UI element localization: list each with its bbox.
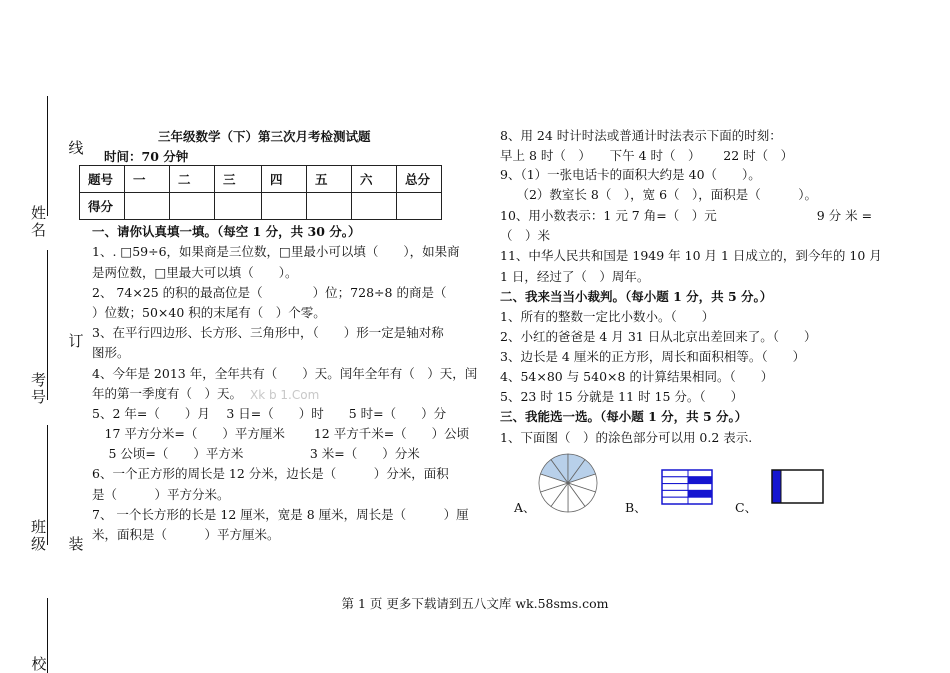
question-line: 是（ ）平方分米。 bbox=[92, 487, 230, 502]
question-line: 2、 74×25 的积的最高位是（ ）位；728÷8 的商是（ bbox=[92, 285, 447, 300]
question-line: 4、今年是 2013 年，全年共有（ ）天。闰年全年有（ ）天，闰 bbox=[92, 366, 478, 381]
question-line: 年的第一季度有（ ）天。 bbox=[92, 386, 243, 401]
question-line: 8、用 24 时计时法或普通计时法表示下面的时刻： bbox=[500, 128, 782, 143]
score-header-cell: 题号 bbox=[80, 166, 125, 193]
watermark-text: Xk b 1.Com bbox=[250, 388, 320, 402]
option-b-label: B、 bbox=[625, 500, 647, 515]
question-line: 9、（1）一张电话卡的面积大约是 40（ ）。 bbox=[500, 167, 761, 182]
question-line: 7、 一个长方形的长是 12 厘米，宽是 8 厘米，周长是（ ）厘 bbox=[92, 507, 469, 522]
bar-cell bbox=[688, 484, 712, 491]
question-line: 5 公顷=（ ）平方米 3 米=（ ）分米 bbox=[92, 446, 420, 461]
margin-line-top bbox=[47, 96, 48, 216]
score-input-cell[interactable] bbox=[215, 193, 262, 220]
binding-mark-xian: 线 bbox=[68, 139, 84, 157]
score-header-cell: 四 bbox=[262, 166, 307, 193]
judge-line: 2、小红的爸爸是 4 月 31 日从北京出差回来了。（ ） bbox=[500, 329, 817, 344]
score-header-cell: 五 bbox=[307, 166, 352, 193]
question-line: 是两位数，□里最大可以填（ ）。 bbox=[92, 265, 298, 280]
judge-line: 3、边长是 4 厘米的正方形，周长和面积相等。（ ） bbox=[500, 349, 806, 364]
score-header-cell: 二 bbox=[170, 166, 215, 193]
section3-heading: 三、我能选一选。（每小题 1 分，共 5 分。） bbox=[500, 409, 748, 424]
option-a-label: A、 bbox=[514, 500, 536, 515]
question-line: 5、2 年=（ ）月 3 日=（ ）时 5 时=（ ）分 bbox=[92, 406, 447, 421]
score-input-cell[interactable] bbox=[352, 193, 397, 220]
page-footer: 第 1 页 更多下载请到五八文库 wk.58sms.com bbox=[341, 596, 609, 611]
section2-heading: 二、我来当当小裁判。（每小题 1 分，共 5 分。） bbox=[500, 289, 773, 304]
score-table-score-row bbox=[80, 193, 442, 220]
score-row-label: 得分 bbox=[80, 193, 125, 220]
margin-label-class: 班级 bbox=[31, 518, 47, 553]
question-line: 早上 8 时（ ） 下午 4 时（ ） 22 时（ ） bbox=[500, 148, 794, 163]
question-line: ）位数；50×40 积的末尾有（ ）个零。 bbox=[92, 305, 326, 320]
score-header-cell: 六 bbox=[352, 166, 397, 193]
judge-line: 5、23 时 15 分就是 11 时 15 分。（ ） bbox=[500, 389, 744, 404]
rect-shaded-part bbox=[772, 470, 781, 503]
exam-time: 时间：70 分钟 bbox=[104, 149, 189, 164]
score-input-cell[interactable] bbox=[125, 193, 170, 220]
bar-cell bbox=[662, 477, 688, 484]
score-header-cell: 一 bbox=[125, 166, 170, 193]
margin-label-school: 校 bbox=[31, 655, 47, 673]
score-input-cell[interactable] bbox=[307, 193, 352, 220]
question-line: 10、用小数表示：1 元 7 角=（ ）元 9 分 米 = bbox=[500, 208, 873, 223]
margin-line-mid2 bbox=[47, 425, 48, 545]
bar-cell bbox=[662, 497, 688, 504]
score-table-header-row bbox=[80, 166, 442, 193]
section1-heading: 一、请你认真填一填。（每空 1 分，共 30 分。） bbox=[92, 224, 361, 239]
question-line: 6、一个正方形的周长是 12 分米，边长是（ ）分米，面积 bbox=[92, 466, 449, 481]
bar-cell bbox=[662, 484, 688, 491]
binding-mark-ding: 订 bbox=[68, 332, 84, 350]
binding-mark-zhuang: 装 bbox=[68, 535, 84, 553]
bar-cell bbox=[688, 490, 712, 497]
bar-cell bbox=[662, 490, 688, 497]
margin-label-exam-no: 考号 bbox=[31, 371, 47, 406]
score-header-cell: 总分 bbox=[397, 166, 442, 193]
bar-cell bbox=[688, 497, 712, 504]
score-input-cell[interactable] bbox=[170, 193, 215, 220]
margin-line-mid1 bbox=[47, 250, 48, 400]
judge-line: 4、54×80 与 540×8 的计算结果相同。（ ） bbox=[500, 369, 774, 384]
question-line: （ ）米 bbox=[500, 228, 551, 243]
bar-figure bbox=[661, 469, 713, 505]
bar-cell bbox=[688, 470, 712, 477]
question-line: （2）教室长 8（ ），宽 6（ ），面积是（ ）。 bbox=[500, 187, 818, 202]
question-line: 米，面积是（ ）平方厘米。 bbox=[92, 527, 280, 542]
score-input-cell[interactable] bbox=[262, 193, 307, 220]
choice-question: 1、下面图（ ）的涂色部分可以用 0.2 表示. bbox=[500, 430, 753, 445]
question-line: 11、中华人民共和国是 1949 年 10 月 1 日成立的，到今年的 10 月 bbox=[500, 248, 882, 263]
judge-line: 1、所有的整数一定比小数小。（ ） bbox=[500, 309, 715, 324]
option-c-label: C、 bbox=[735, 500, 758, 515]
bar-cell bbox=[688, 477, 712, 484]
score-header-cell: 三 bbox=[215, 166, 262, 193]
page-title: 三年级数学（下）第三次月考检测试题 bbox=[158, 129, 371, 144]
bar-cell bbox=[662, 470, 688, 477]
question-line: 1、. □59÷6，如果商是三位数，□里最小可以填（ ），如果商 bbox=[92, 244, 460, 259]
question-line: 1 日，经过了（ ）周年。 bbox=[500, 269, 650, 284]
question-line: 3、在平行四边形、长方形、三角形中，（ ）形一定是轴对称 bbox=[92, 325, 444, 340]
margin-label-name: 姓名 bbox=[31, 204, 47, 239]
score-input-cell[interactable] bbox=[397, 193, 442, 220]
rect-figure bbox=[771, 469, 825, 505]
score-table bbox=[79, 165, 442, 220]
question-line: 17 平方分米=（ ）平方厘米 12 平方千米=（ ）公顷 bbox=[92, 426, 470, 441]
question-line: 图形。 bbox=[92, 345, 130, 360]
pie-figure bbox=[538, 453, 598, 513]
